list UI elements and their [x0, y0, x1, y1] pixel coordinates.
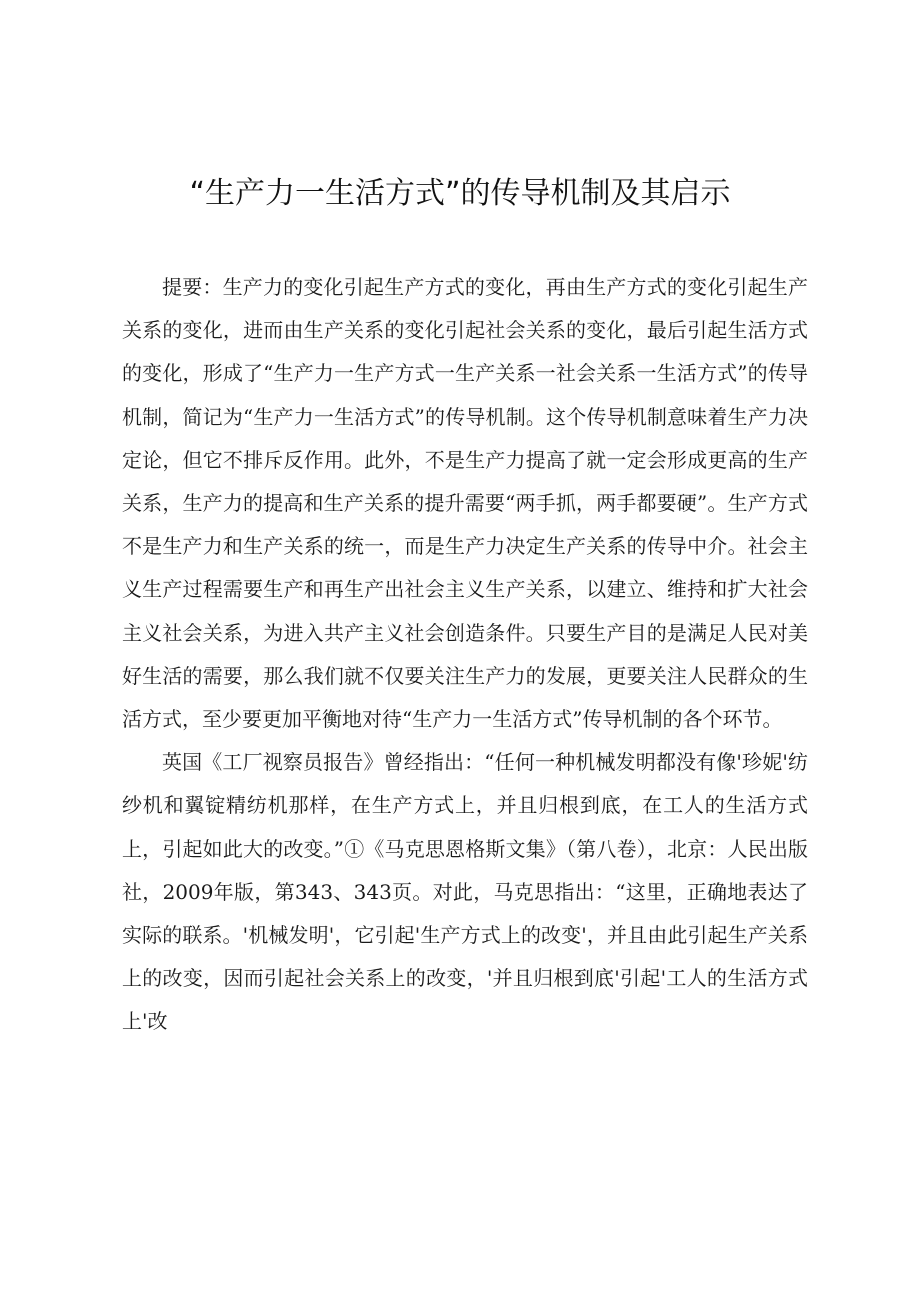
body-paragraph: 英国《工厂视察员报告》曾经指出：“任何一种机械发明都没有像'珍妮'纺纱机和翼锭精纺机那样，在生产方式上，并且归根到底，在工人的生活方式上，引起如此大的改变。”①《马克思恩格斯文集》（第八卷），北京：人民出版社，2009年版，第343、343页。对此，马克思指出：“这里，正确地表达了实际的联系。'机械发明'，它引起'生产方式上的改变'，并且由此引起生产关系上的改变，因而引起社会关系上的改变，'并且归根到底'引起'工人的生活方式上'改 [122, 750, 808, 1034]
abstract-paragraph: 提要：生产力的变化引起生产方式的变化，再由生产方式的变化引起生产关系的变化，进而由生产关系的变化引起社会关系的变化，最后引起生活方式的变化，形成了“生产力一生产方式一生产关系一社会关系一生活方式”的传导机制，简记为“生产力一生活方式”的传导机制。这个传导机制意味着生产力决定论，但它不排斥反作用。此外，不是生产力提高了就一定会形成更高的生产关系，生产力的提高和生产关系的提升需要“两手抓，两手都要硬”。生产方式不是生产力和生产关系的统一，而是生产力决定生产关系的传导中介。社会主义生产过程需要生产和再生产出社会主义生产关系，以建立、维持和扩大社会主义社会关系，为进入共产主义社会创造条件。只要生产目的是满足人民对美好生活的需要，那么我们就不仅要关注生产力的发展，更要关注人民群众的生活方式，至少要更加平衡地对待“生产力一生活方式”传导机制的各个环节。 [122, 275, 808, 732]
document-title: “生产力一生活方式”的传导机制及其启示 [189, 176, 731, 211]
document-body [122, 266, 808, 1044]
